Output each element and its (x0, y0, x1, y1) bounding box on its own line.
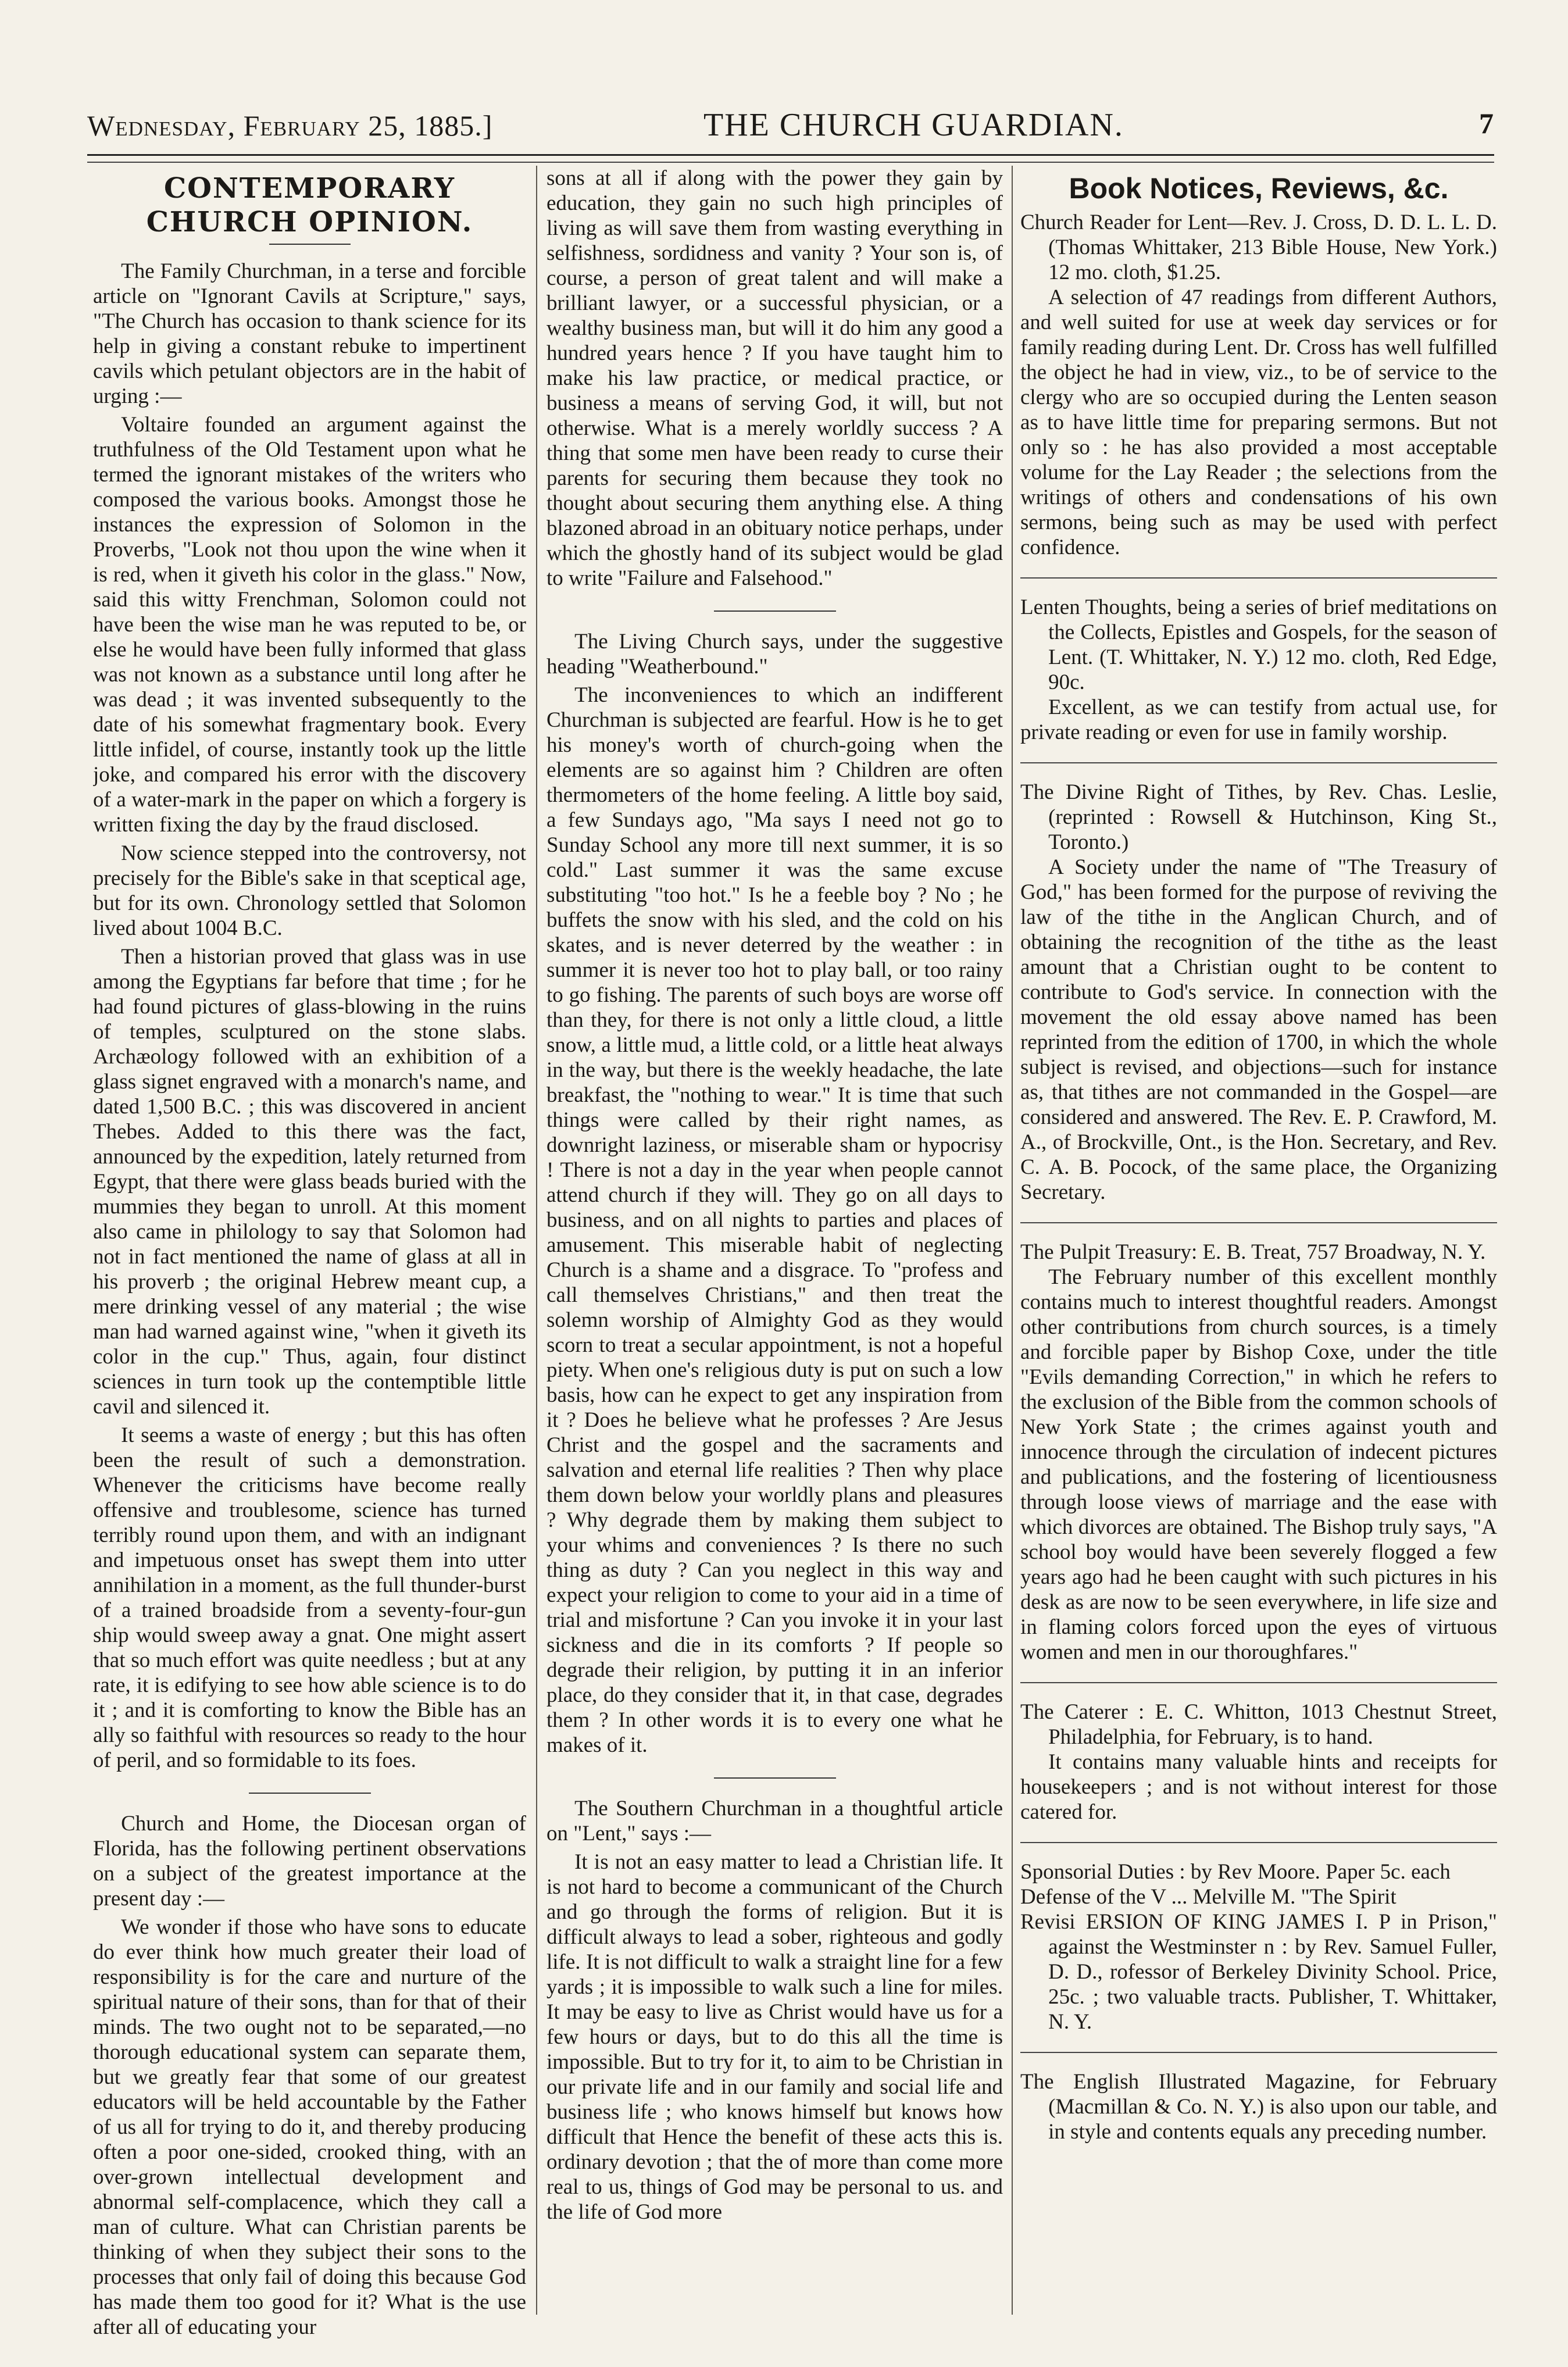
notice-separator (1020, 1222, 1497, 1223)
notice-separator (1020, 577, 1497, 579)
notice-heading: The Pulpit Treasury: E. B. Treat, 757 Broadway, N. Y. (1020, 1240, 1486, 1264)
notice-heading: The Divine Right of Tithes, by Rev. Chas. Leslie, (reprinted : Rowsell & Hutchinson, King St., Toronto.) (1020, 780, 1497, 854)
newspaper-title: THE CHURCH GUARDIAN. (703, 107, 1124, 143)
article-paragraph: The Family Churchman, in a terse and forcible article on "Ignorant Cavils at Scripture," says, "The Church has occasion to thank science for its help in giving a constant rebuke to impertinent cavils which petulant objectors are in the habit of urging :— (93, 259, 526, 408)
masthead (87, 102, 1494, 148)
column-divider-1 (536, 166, 537, 2315)
article-paragraph: It is not an easy matter to lead a Christian life. It is not hard to become a communicant of the Church and go through the forms of religion. But it is difficult always to lead a sober, righteous and godly life. It is not difficult to walk a straight line for a few yards ; it is impossible to walk such a line for miles. It may be easy to live as Christ would have us for a few hours or days, but to do this all the time is impossible. But to try for it, to aim to be Christian in our private life and in our family and social life and business life ; who knows himself but knows how difficult that Hence the benefit of these acts this is. ordinary devotion ; that the of more than come more real to us, things of God may be personal to us. and the life of God more (547, 1850, 1003, 2224)
page-number: 7 (1479, 107, 1494, 140)
masthead-rule (87, 154, 1494, 163)
book-notice (1020, 1700, 1497, 1825)
section-heading-book-notices: Book Notices, Reviews, &c. (1069, 172, 1449, 205)
section-rule (714, 611, 836, 612)
column-divider-2 (1012, 166, 1013, 2315)
article-paragraph: The Southern Churchman in a thoughtful article on "Lent," says :— (547, 1797, 1003, 1845)
notice-body: Excellent, as we can testify from actual use, for private reading or even for use in family worship. (1020, 695, 1497, 744)
notice-separator (1020, 762, 1497, 763)
notice-body: The February number of this excellent monthly contains much to interest thoughtful readers. Amongst other contributions from church sources, is a timely and forcible paper by Bishop Coxe, under the title "Evils demanding Correction," in which he refers to the exclusion of the Bible from the common schools of New York State ; the crimes against youth and innocence through the circulation of indecent pictures and publications, and the fostering of licentiousness through loose views of marriage and the ease with which divorces are obtained. The Bishop truly says, "A school boy would have been severely flogged a few years ago had he been caught with such pictures in his desk as are now to be seen everywhere, in life size and in flaming colors forced upon the eyes of virtuous women and men in our thoroughfares." (1020, 1265, 1497, 1664)
section-rule (249, 1793, 371, 1794)
article-paragraph: Then a historian proved that glass was in use among the Egyptians far before that time ; for he had found pictures of glass-blowing in the ruins of temples, sculptured on the stone slabs. Archæology followed with an exhibition of a glass signet engraved with a monarch's name, and dated 1,500 B.C. ; this was discovered in ancient Thebes. Added to this there was the fact, announced by the expedition, lately returned from Egypt, that there were glass beads buried with the mummies they began to unroll. At this moment also came in philology to say that Solomon had not in fact mentioned the name of glass at all in his proverb ; the original Hebrew meant cup, a mere drinking vessel of any material ; the wise man had warned against wine, "when it giveth its color in the cup." Thus, again, four distinct sciences in turn took up the contemptible little cavil and silenced it. (93, 945, 526, 1419)
article-paragraph: It seems a waste of energy ; but this has often been the result of such a demonstration. Whenever the criticisms have become really offensive and troublesome, science has turned terribly round upon them, and with an indignant and impetuous onset has swept them into utter annihilation in a moment, as the full thunder-burst of a trained broadside from a seventy-four-gun ship would sweep away a gnat. One might assert that so much effort was quite needless ; but at any rate, it is edifying to see how able science is to do it ; and it is comforting to know the Bible has an ally so faithful with resources so ready to the hour of peril, and so formidable to its foes. (93, 1423, 526, 1772)
notice-separator (1020, 2052, 1497, 2053)
notice-heading: Sponsorial Duties : by Rev Moore. Paper 5c. each (1020, 1860, 1451, 1884)
section-rule (714, 1777, 836, 1779)
notice-separator (1020, 1842, 1497, 1843)
book-notice (1020, 2069, 1497, 2144)
heading-rule (269, 244, 351, 245)
article-paragraph: We wonder if those who have sons to educate do ever think how much greater their load of responsibility is for the care and nurture of the spiritual nature of their sons, than for that of their minds. The two ought not to be separated,—no thorough educational system can separate them, but we greatly fear that some of our greatest educators will be held accountable by the Father of us all for trying to do it, and thereby producing often a poor one-sided, crooked thing, with an over-grown intellectual development and abnormal self-complacence, which they call a man of culture. What can Christian parents be thinking of when they subject their sons to the processes that only fail of doing this because God has made them too good for it? What is the use after all of educating your (93, 1915, 526, 2339)
notice-heading: The English Illustrated Magazine, for February (Macmillan & Co. N. Y.) is also upon our table, and in style and contents equals any preceding number. (1020, 2070, 1497, 2144)
article-paragraph: The inconveniences to which an indifferent Churchman is subjected are fearful. How is he to get his money's worth of church-going when the elements are so against him ? Children are often thermometers of the home feeling. A little boy said, a few Sundays ago, "Ma says I need not go to Sunday School any more till next summer, it is so cold." Last summer it was the same excuse substituting "too hot." Is he a feeble boy ? No ; he buffets the snow with his sled, and the cold on his skates, and is never deterred by the weather : in summer it is never too hot to play ball, or too rainy to go fishing. The parents of such boys are worse off than they, for there is not only a little cloud, a little snow, a little mud, a little cold, or a little heat always in the way, but there is the weekly headache, the late breakfast, the "nothing to wear." It is time that such things were called by their right names, as downright laziness, or miserable sham or hypocrisy ! There is not a day in the year when people cannot attend church if they will. They go on all days to business, and on all nights to parties and places of amusement. This miserable habit of neglecting Church is a shame and a disgrace. To "profess and call themselves Christians," and then treat the solemn worship of Almighty God as they would scorn to treat a secular appointment, is not a hopeful piety. When one's religious duty is put on such a low basis, how can he expect to get any inspiration from it ? Does he believe what he professes ? Are Jesus Christ and the gospel and the sacraments and salvation and eternal life realities ? Then why place them down below your worldly plans and pleasures ? Why degrade them by making them subject to your whims and conveniences ? Is there no such thing as duty ? Can you neglect in this way and expect your religion to come to your aid in a time of trial and misfortune ? Can you invoke it in your last sickness and die in its comforts ? If people so degrade their religion, by putting it in an inferior place, do they consider that it, in that case, degrades them ? In other words it is to every one what he makes of it. (547, 683, 1003, 1757)
book-notice (1020, 1240, 1497, 1665)
section-heading-contemporary-opinion: CONTEMPORARY CHURCH OPINION. (146, 172, 473, 238)
article-paragraph: Voltaire founded an argument against the truthfulness of the Old Testament upon what he termed the ignorant mistakes of the writers who composed the various books. Amongst those he instances the expression of Solomon in the Proverbs, "Look not thou upon the wine when it is red, when it giveth his color in the glass." Now, said this witty Frenchman, Solomon could not have been the wise man he was reputed to be, or else he would have been fully informed that glass was not known as a substance until long after he was dead ; it was invented subsequently to the date of his somewhat fragmentary book. Every little infidel, of course, instantly took up the little joke, and compared his error with the discovery of a water-mark in the paper on which a forgery is written fixing the day by the fraud disclosed. (93, 413, 526, 837)
issue-date: Wednesday, February 25, 1885.] (87, 109, 493, 142)
book-notice (1020, 780, 1497, 1205)
notice-heading: Church Reader for Lent—Rev. J. Cross, D. D. L. L. D. (Thomas Whittaker, 213 Bible House, New York.) 12 mo. cloth, $1.25. (1020, 210, 1497, 284)
notice-heading: Defense of the V ... Melville M. "The Spirit (1020, 1885, 1396, 1909)
notice-heading: Lenten Thoughts, being a series of brief meditations on the Collects, Epistles and Gospels, for the season of Lent. (T. Whittaker, N. Y.) 12 mo. cloth, Red Edge, 90c. (1020, 595, 1497, 694)
column-3 (1020, 166, 1497, 2344)
book-notice (1020, 210, 1497, 560)
article-paragraph: The Living Church says, under the suggestive heading "Weatherbound." (547, 630, 1003, 679)
book-notice (1020, 595, 1497, 745)
column-1 (93, 166, 526, 2344)
notice-separator (1020, 1682, 1497, 1683)
article-paragraph: Church and Home, the Diocesan organ of Florida, has the following pertinent observations on a subject of the greatest importance at the present day :— (93, 1812, 526, 1911)
notice-body: A selection of 47 readings from different Authors, and well suited for use at week day services or for family reading during Lent. Dr. Cross has well fulfilled the object he had in view, viz., to be of service to the clergy who are so occupied during the Lenten season as to have little time for preparing sermons. But not only so : he has also provided a most acceptable volume for the Lay Reader ; the selections from the writings of others and condensations of his own sermons, being such as may be used with perfect confidence. (1020, 285, 1497, 559)
notice-heading: The Caterer : E. C. Whitton, 1013 Chestnut Street, Philadelphia, for February, is to hand. (1020, 1700, 1497, 1749)
notice-heading: Revisi ERSION OF KING JAMES I. P in Prison," against the Westminster n : by Rev. Samuel Fuller, D. D., rofessor of Berkeley Divinity School. Price, 25c. ; two valuable tracts. Publisher, T. Whittaker, N. Y. (1020, 1910, 1497, 2034)
notice-body: A Society under the name of "The Treasury of God," has been formed for the purpose of reviving the law of the tithe in the Anglican Church, and of obtaining the recognition of the tithe as the least amount that a Christian ought to be content to contribute to God's service. In connection with the movement the old essay above named has been reprinted from the edition of 1700, in which the whole subject is revised, and objections—such for instance as, that tithes are not commanded in the Gospel—are considered and answered. The Rev. E. P. Crawford, M. A., of Brockville, Ont., is the Hon. Secretary, and Rev. C. A. B. Pocock, of the same place, the Organizing Secretary. (1020, 855, 1497, 1204)
book-notice (1020, 1859, 1497, 2034)
article-paragraph: sons at all if along with the power they gain by education, they gain no such high principles of living as will save them from wasting everything in selfishness, sordidness and vanity ? Your son is, of course, a person of great talent and will make a brilliant lawyer, or a successful physician, or a wealthy business man, but will it do him any good a hundred years hence ? If you have taught him to make his law practice, or medical practice, or business a means of serving God, it will, but not otherwise. What is a merely worldly success ? A thing that some men have been ready to curse their parents for securing them because they took no thought about securing them anything else. A thing blazoned abroad in an obituary notice perhaps, under which the ghostly hand of its subject would be glad to write "Failure and Falsehood." (547, 166, 1003, 590)
article-paragraph: Now science stepped into the controversy, not precisely for the Bible's sake in that sceptical age, but for its own. Chronology settled that Solomon lived about 1004 B.C. (93, 841, 526, 940)
column-2 (547, 166, 1003, 2344)
notice-body: It contains many valuable hints and receipts for housekeepers ; and is not without interest for those catered for. (1020, 1750, 1497, 1824)
